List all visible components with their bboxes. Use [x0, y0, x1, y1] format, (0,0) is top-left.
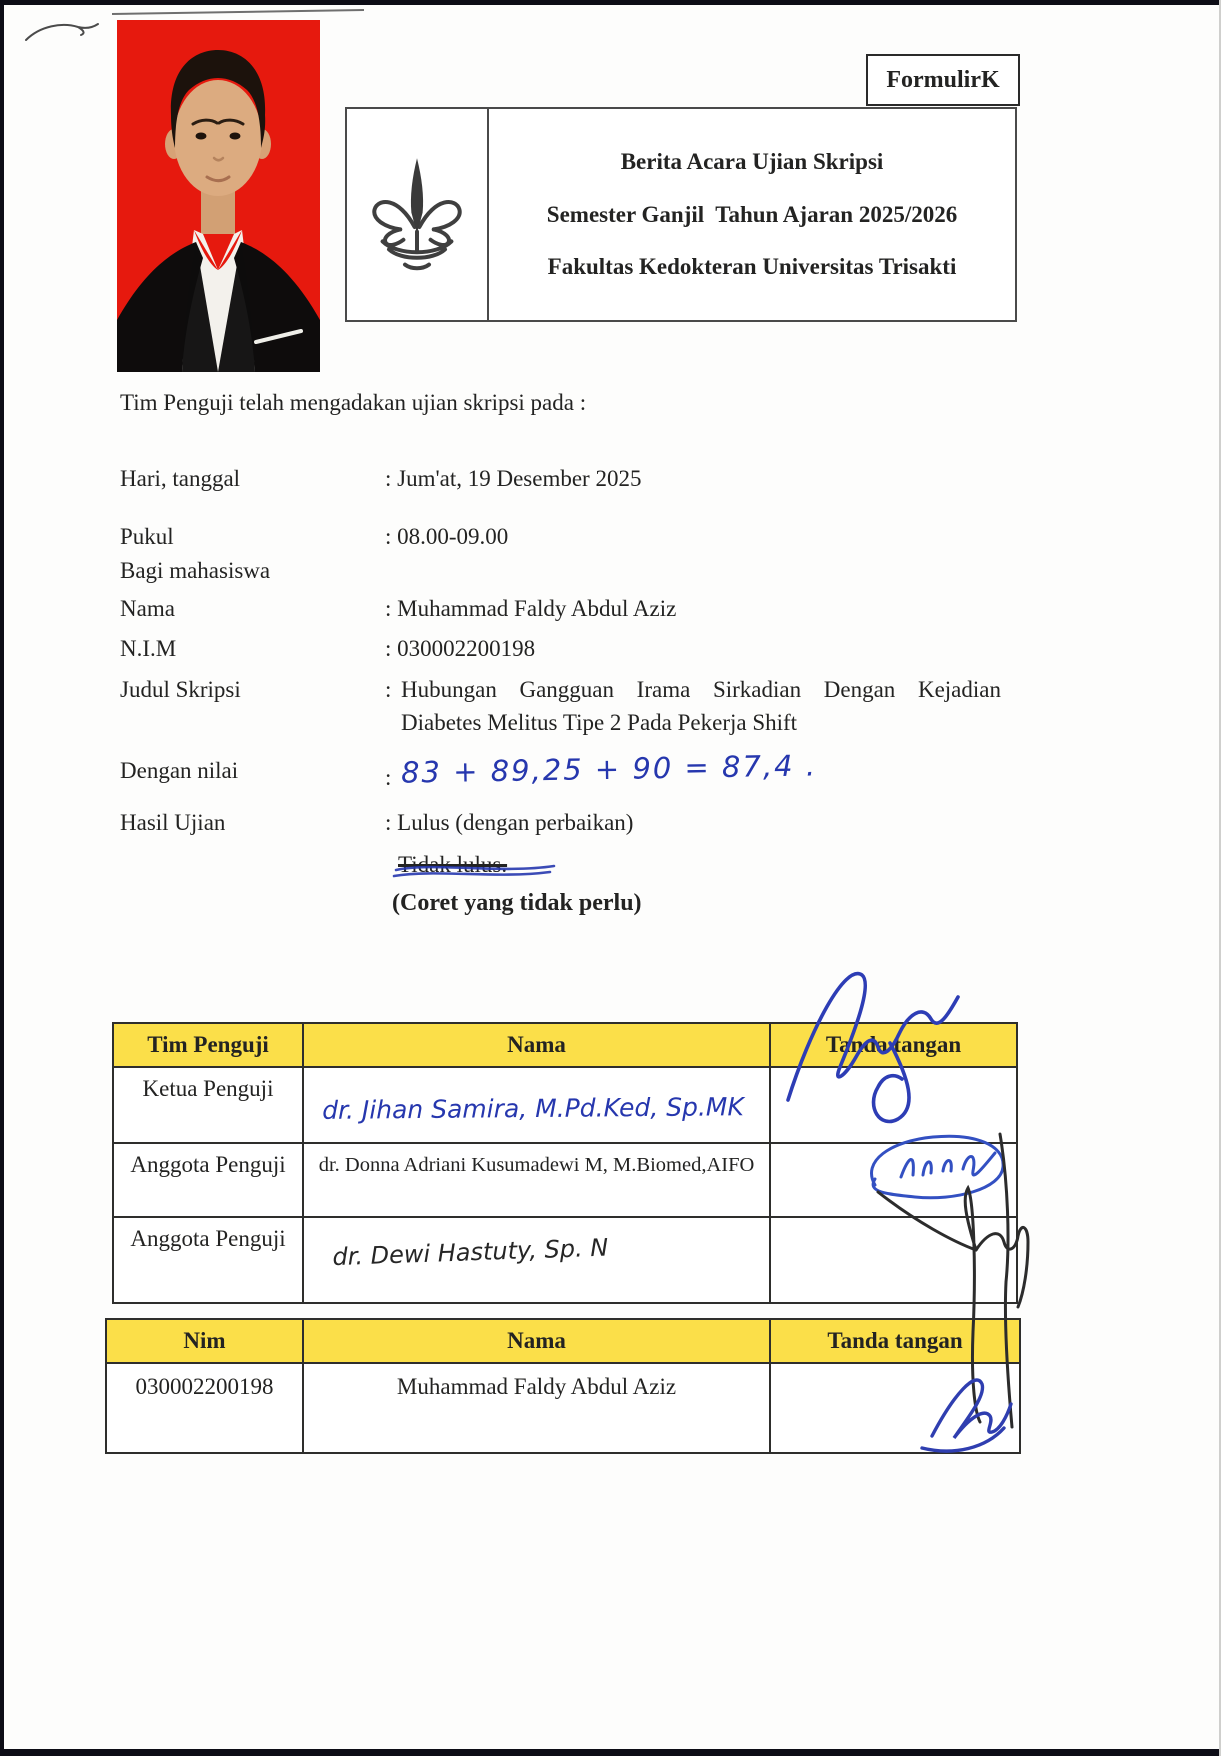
- examiner-role: Anggota Penguji: [113, 1217, 303, 1303]
- table-row: [113, 1143, 1017, 1217]
- handwritten-score: 83 + 89,25 + 90 = 87,4 .: [401, 748, 818, 790]
- field-nim: [120, 636, 1020, 662]
- field-judul-label: Judul Skripsi: [120, 677, 241, 702]
- coret-note: (Coret yang tidak perlu): [392, 890, 642, 916]
- scan-line-artifact: [112, 9, 364, 15]
- field-hasil-value: : Lulus (dengan perbaikan): [385, 810, 634, 835]
- field-nama: [120, 596, 1020, 622]
- form-code-box: [866, 54, 1020, 106]
- scan-edge-bottom: [0, 1749, 1221, 1756]
- judul-line-2: Diabetes Melitus Tipe 2 Pada Pekerja Shift: [401, 710, 798, 735]
- table-row: [106, 1363, 1020, 1453]
- examiner-role: Ketua Penguji: [113, 1067, 303, 1143]
- examiners-header-row: [113, 1023, 1017, 1067]
- scan-edge-top: [0, 0, 1221, 5]
- student-header-row: [106, 1319, 1020, 1363]
- field-nama-value: : Muhammad Faldy Abdul Aziz: [385, 596, 677, 621]
- pen-scribble-mark: [22, 18, 104, 48]
- field-dengan-nilai: [120, 748, 1020, 792]
- field-nim-value: : 030002200198: [385, 636, 536, 661]
- field-nim-label: N.I.M: [120, 636, 177, 661]
- examiner-name-handwritten: dr. Dewi Hastuty, Sp. N: [331, 1233, 609, 1272]
- nilai-colon: :: [385, 765, 392, 790]
- examiners-header-role: Tim Penguji: [113, 1023, 303, 1067]
- examiners-header-sign: Tanda tangan: [770, 1023, 1017, 1067]
- field-pukul: [120, 524, 1020, 550]
- student-table: [105, 1318, 1021, 1454]
- field-hasil-label: Hasil Ujian: [120, 810, 226, 835]
- signature-cell: [770, 1217, 1017, 1303]
- table-row: [113, 1067, 1017, 1143]
- examiner-name-printed: dr. Donna Adriani Kusumadewi M, M.Biomed,AIFO: [318, 1154, 755, 1176]
- field-hasil-ujian: [120, 810, 1020, 836]
- field-hari-value: : Jum'at, 19 Desember 2025: [385, 466, 642, 491]
- letterhead-line-2: Semester Ganjil Tahun Ajaran 2025/2026: [546, 201, 958, 227]
- field-bagi-label: Bagi mahasiswa: [120, 558, 271, 583]
- field-pukul-label: Pukul: [120, 524, 174, 549]
- field-judul-value: [385, 677, 1020, 736]
- intro-sentence: Tim Penguji telah mengadakan ujian skripsi pada :: [120, 390, 587, 415]
- portrait-illustration: [117, 20, 320, 372]
- student-name: Muhammad Faldy Abdul Aziz: [303, 1363, 770, 1453]
- signature-cell: [770, 1067, 1017, 1143]
- field-nama-label: Nama: [120, 596, 175, 621]
- field-judul-skripsi: [120, 677, 1020, 736]
- letterhead-line-3: Fakultas Kedokteran Universitas Trisakti: [547, 253, 957, 279]
- letterhead-text: [489, 109, 1015, 320]
- logo-cell: [347, 109, 489, 320]
- examiners-header-name: Nama: [303, 1023, 770, 1067]
- field-pukul-value: : 08.00-09.00: [385, 524, 509, 549]
- field-bagi-mahasiswa: [120, 558, 1020, 584]
- field-hari-label: Hari, tanggal: [120, 466, 241, 491]
- signature-cell: [770, 1143, 1017, 1217]
- table-row: [113, 1217, 1017, 1303]
- field-nilai-label: Dengan nilai: [120, 758, 239, 783]
- student-nim: 030002200198: [106, 1363, 303, 1453]
- letterhead-box: [345, 107, 1017, 322]
- signature-cell: [770, 1363, 1020, 1453]
- student-id-photo: [117, 20, 320, 372]
- judul-colon: :: [385, 677, 392, 702]
- scan-edge-left: [0, 0, 4, 1756]
- student-header-nim: Nim: [106, 1319, 303, 1363]
- letterhead-line-1: Berita Acara Ujian Skripsi: [620, 149, 884, 175]
- student-header-name: Nama: [303, 1319, 770, 1363]
- examiner-role: Anggota Penguji: [113, 1143, 303, 1217]
- trisakti-trident-logo-icon: [365, 140, 469, 290]
- judul-line-1: Hubungan Gangguan Irama Sirkadian Dengan Kejadian: [401, 677, 1001, 702]
- form-code-label: FormulirK: [886, 66, 1000, 93]
- student-header-sign: Tanda tangan: [770, 1319, 1020, 1363]
- examiner-name-handwritten: dr. Jihan Samira, M.Pd.Ked, Sp.MK: [321, 1092, 744, 1125]
- tidak-lulus-struck-text: Tidak lulus.: [398, 852, 508, 877]
- field-hari-tanggal: [120, 466, 1020, 492]
- examiners-table: [112, 1022, 1018, 1304]
